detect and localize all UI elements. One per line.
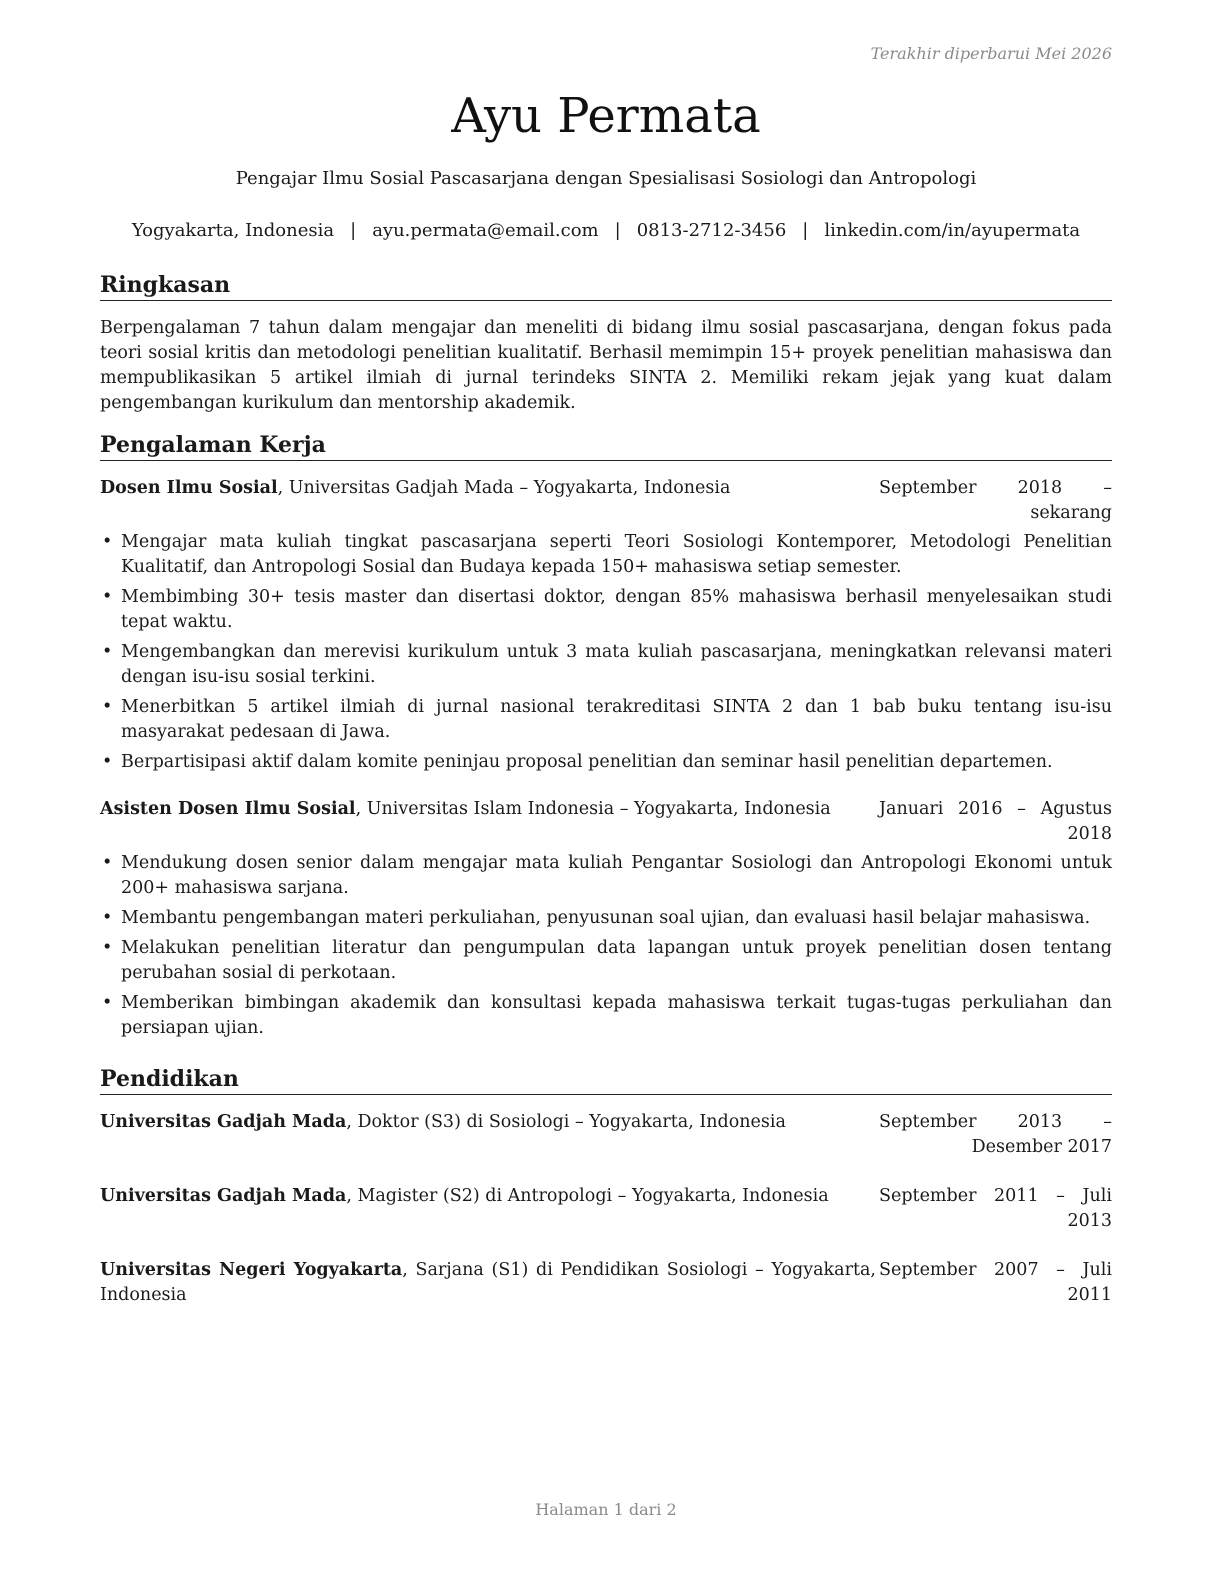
list-item (100, 906, 1112, 931)
bullet-text: Menerbitkan 5 artikel ilmiah di jurnal nasional terakreditasi SINTA 2 dan 1 bab buku tentang isu-isu masyarakat pedesaan di Jawa. (121, 697, 1112, 742)
experience-section (100, 430, 1112, 1046)
bullet-icon: • (102, 642, 113, 662)
section-title-summary: Ringkasan (100, 270, 1112, 301)
job-organization: , Universitas Gadjah Mada – Yogyakarta, Indonesia (277, 478, 731, 498)
education-entry (100, 1110, 1112, 1160)
education-school: Universitas Gadjah Mada (100, 1112, 347, 1132)
education-detail: , Sarjana (S1) di Pendidikan Sosiologi – Yogyakarta, Indonesia (100, 1260, 876, 1305)
job-title-line (100, 797, 876, 847)
job-bullets (100, 851, 1112, 1041)
job-entry (100, 476, 1112, 775)
summary-section (100, 270, 1112, 416)
education-dates: September 2013 – Desember 2017 (879, 1112, 1112, 1157)
bullet-text: Mengembangkan dan merevisi kurikulum untuk 3 mata kuliah pascasarjana, meningkatkan relevansi materi dengan isu-isu sosial terkini. (121, 642, 1112, 687)
job-organization: , Universitas Islam Indonesia – Yogyakarta, Indonesia (355, 799, 831, 819)
contact-linkedin[interactable]: linkedin.com/in/ayupermata (824, 220, 1081, 241)
education-dates: September 2011 – Juli 2013 (879, 1186, 1112, 1231)
list-item (100, 851, 1112, 901)
education-detail: , Doktor (S3) di Sosiologi – Yogyakarta, Indonesia (346, 1112, 786, 1132)
list-item (100, 640, 1112, 690)
list-item (100, 530, 1112, 580)
list-item (100, 991, 1112, 1041)
bullet-text: Mendukung dosen senior dalam mengajar mata kuliah Pengantar Sosiologi dan Antropologi Ekonomi untuk 200+ mahasiswa sarjana. (121, 853, 1112, 898)
person-name: Ayu Permata (451, 88, 761, 144)
bullet-icon: • (102, 697, 113, 717)
bullet-icon: • (102, 532, 113, 552)
bullet-text: Membantu pengembangan materi perkuliahan, penyusunan soal ujian, dan evaluasi hasil belajar mahasiswa. (121, 908, 1091, 928)
list-item (100, 695, 1112, 745)
job-bullets (100, 530, 1112, 775)
contact-separator: | (802, 220, 809, 241)
education-title-line (100, 1258, 876, 1308)
contact-location: Yogyakarta, Indonesia (131, 220, 335, 241)
job-entry (100, 797, 1112, 1041)
bullet-icon: • (102, 908, 113, 928)
education-section (100, 1064, 1112, 1308)
bullet-icon: • (102, 853, 113, 873)
education-dates: September 2007 – Juli 2011 (879, 1260, 1112, 1305)
contact-line (100, 220, 1112, 241)
last-updated: Terakhir diperbarui Mei 2026 (870, 44, 1112, 63)
list-item (100, 936, 1112, 986)
contact-separator: | (614, 220, 621, 241)
bullet-icon: • (102, 993, 113, 1013)
contact-separator: | (350, 220, 357, 241)
job-dates: Januari 2016 – Agustus 2018 (879, 799, 1112, 844)
education-entry (100, 1258, 1112, 1308)
summary-text: Berpengalaman 7 tahun dalam mengajar dan meneliti di bidang ilmu sosial pascasarjana, dengan fokus pada teori sosial kritis dan metodologi penelitian kualitatif. Berhasil memimpin 15+ proyek penelitian mahasiswa dan mempublikasikan 5 artikel ilmiah di jurnal terindeks SINTA 2. Memiliki rekam jejak yang kuat dalam pengembangan kurikulum dan mentorship akademik. (100, 318, 1112, 413)
list-item (100, 750, 1112, 775)
bullet-icon: • (102, 938, 113, 958)
education-title-line (100, 1110, 876, 1160)
tagline: Pengajar Ilmu Sosial Pascasarjana dengan Spesialisasi Sosiologi dan Antropologi (235, 168, 977, 189)
bullet-text: Memberikan bimbingan akademik dan konsultasi kepada mahasiswa terkait tugas-tugas perkuliahan dan persiapan ujian. (121, 993, 1112, 1038)
job-role: Asisten Dosen Ilmu Sosial (100, 799, 356, 819)
contact-email[interactable]: ayu.permata@email.com (372, 220, 599, 241)
page-number: Halaman 1 dari 2 (535, 1500, 677, 1519)
bullet-icon: • (102, 752, 113, 772)
section-title-experience: Pengalaman Kerja (100, 430, 1112, 461)
job-dates: September 2018 – sekarang (879, 478, 1112, 523)
job-role: Dosen Ilmu Sosial (100, 478, 278, 498)
bullet-text: Membimbing 30+ tesis master dan disertasi doktor, dengan 85% mahasiswa berhasil menyelesaikan studi tepat waktu. (121, 587, 1112, 632)
job-title-line (100, 476, 876, 526)
education-school: Universitas Negeri Yogyakarta (100, 1260, 403, 1280)
job-header (100, 797, 1112, 847)
bullet-text: Berpartisipasi aktif dalam komite peninjau proposal penelitian dan seminar hasil penelitian departemen. (121, 752, 1053, 772)
bullet-icon: • (102, 587, 113, 607)
section-title-education: Pendidikan (100, 1064, 1112, 1095)
education-entry (100, 1184, 1112, 1234)
job-header (100, 476, 1112, 526)
education-title-line (100, 1184, 876, 1234)
bullet-text: Melakukan penelitian literatur dan pengumpulan data lapangan untuk proyek penelitian dosen tentang perubahan sosial di perkotaan. (121, 938, 1112, 983)
resume-page (100, 0, 1112, 1584)
education-school: Universitas Gadjah Mada (100, 1186, 347, 1206)
list-item (100, 585, 1112, 635)
bullet-text: Mengajar mata kuliah tingkat pascasarjana seperti Teori Sosiologi Kontemporer, Metodologi Penelitian Kualitatif, dan Antropologi Sosial dan Budaya kepada 150+ mahasiswa setiap semester. (121, 532, 1112, 577)
contact-phone: 0813-2712-3456 (636, 220, 787, 241)
education-detail: , Magister (S2) di Antropologi – Yogyakarta, Indonesia (346, 1186, 829, 1206)
